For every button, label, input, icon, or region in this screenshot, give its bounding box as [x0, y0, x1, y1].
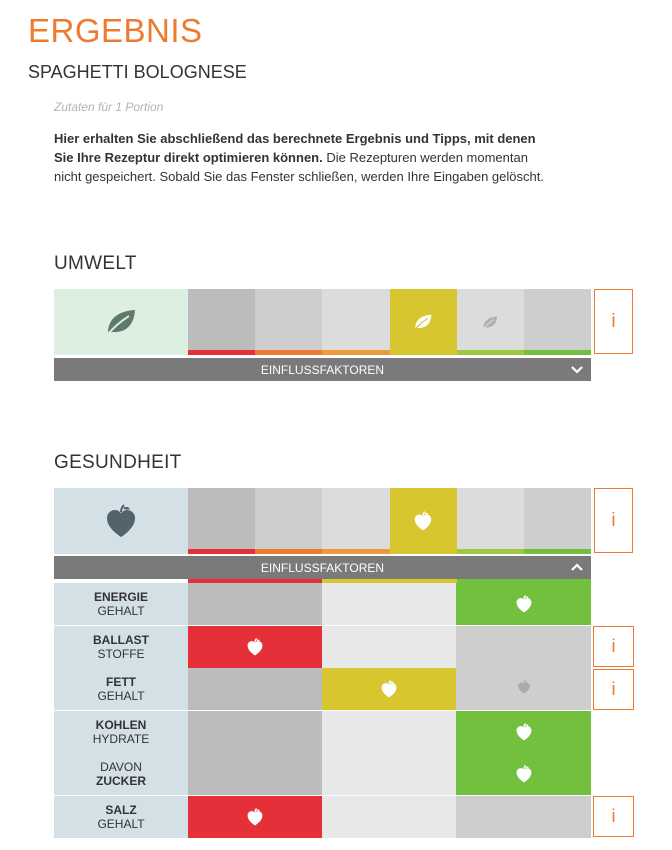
apple-heart-icon [515, 723, 533, 741]
factor-segment-good [456, 796, 591, 838]
apple-heart-icon [515, 765, 533, 783]
gesundheit-level-6 [524, 488, 591, 554]
factor-row [54, 796, 591, 838]
page-title: ERGEBNIS [28, 12, 203, 49]
toggle-label: EINFLUSSFAKTOREN [260, 362, 385, 377]
factor-segment-medium [322, 711, 456, 753]
factor-segment-good [456, 583, 591, 625]
factor-row [54, 668, 591, 710]
factor-row [54, 583, 591, 625]
leaf-icon [412, 313, 434, 331]
umwelt-level-2 [255, 289, 322, 355]
gesundheit-rating-scale [54, 488, 591, 554]
recipe-name: SPAGHETTI BOLOGNESE [28, 62, 247, 82]
section-title-gesundheit: GESUNDHEIT [54, 452, 182, 473]
factor-label-line2: HYDRATE [92, 731, 150, 746]
umwelt-level-5 [457, 289, 524, 355]
factor-label-line1: FETT [106, 675, 136, 689]
factor-segment-bad [188, 626, 322, 668]
factor-segment-bad [188, 796, 322, 838]
apple-heart-icon [380, 680, 398, 698]
intro-bold: Hier erhalten Sie abschließend das berechnete Ergebnis und Tipps, mit denen Sie Ihre Rezeptur direkt optimieren können. [54, 131, 536, 165]
factor-segment-bad [188, 668, 322, 710]
intro-text [54, 129, 544, 186]
factor-segment-medium [322, 668, 456, 710]
factor-segment-medium [322, 626, 456, 668]
umwelt-level-3 [322, 289, 389, 355]
factor-row [54, 711, 591, 753]
factor-segment-medium [322, 583, 456, 625]
factor-label-line2: STOFFE [97, 646, 145, 661]
umwelt-icon-cell [54, 289, 188, 355]
factor-label-line1: SALZ [105, 802, 137, 817]
apple-heart-icon [517, 680, 531, 694]
factor-segment-bad [188, 753, 322, 795]
gesundheit-level-4-selected [390, 488, 457, 554]
factor-segment-good [456, 668, 591, 710]
umwelt-einflussfaktoren-toggle[interactable] [54, 358, 591, 381]
gesundheit-level-2 [255, 488, 322, 554]
umwelt-rating-scale [54, 289, 591, 355]
factor-label [54, 583, 188, 625]
factor-label-line1: BALLAST [93, 632, 149, 647]
apple-heart-icon [246, 638, 264, 656]
factor-label [54, 668, 188, 710]
factor-segment-bad [188, 583, 322, 625]
factor-segment-medium [322, 796, 456, 838]
toggle-label: EINFLUSSFAKTOREN [260, 560, 385, 575]
factor-info-button[interactable]: i [593, 669, 634, 710]
factor-label-line2: GEHALT [97, 816, 145, 831]
chevron-up-icon [571, 559, 583, 575]
factor-row [54, 626, 591, 668]
apple-heart-icon [246, 808, 264, 826]
factor-info-button[interactable]: i [593, 796, 634, 837]
gesundheit-level-3 [322, 488, 389, 554]
factor-segment-bad [188, 711, 322, 753]
factor-label [54, 626, 188, 668]
factor-label-line2: GEHALT [97, 689, 145, 703]
factor-label-line2: ZUCKER [96, 774, 146, 788]
section-title-umwelt: UMWELT [54, 253, 137, 274]
apple-heart-icon [414, 511, 432, 531]
factor-label-line1: DAVON [100, 760, 142, 774]
factor-label-line1: ENERGIE [93, 590, 148, 604]
umwelt-info-button[interactable]: i [594, 289, 633, 354]
leaf-icon [481, 315, 499, 330]
gesundheit-level-5 [457, 488, 524, 554]
gesundheit-einflussfaktoren-toggle[interactable] [54, 556, 591, 579]
factor-row [54, 753, 591, 795]
umwelt-level-1 [188, 289, 255, 355]
factor-segment-good [456, 711, 591, 753]
factor-label-line1: KOHLEN [95, 717, 147, 732]
leaf-icon [104, 307, 138, 337]
factor-label [54, 711, 188, 753]
factor-segment-good [456, 753, 591, 795]
intro-rest: Die Rezepturen werden momentan nicht gespeichert. Sobald Sie das Fenster schließen, werden Ihre Eingaben gelöscht. [54, 150, 544, 184]
gesundheit-info-button[interactable]: i [594, 488, 633, 553]
factor-label-line2: GEHALT [97, 604, 145, 618]
umwelt-level-6 [524, 289, 591, 355]
apple-heart-icon [106, 504, 136, 538]
gesundheit-level-1 [188, 488, 255, 554]
factor-info-button[interactable]: i [593, 626, 634, 667]
factor-label [54, 753, 188, 795]
factor-segment-medium [322, 753, 456, 795]
apple-heart-icon [515, 595, 533, 613]
factor-segment-good [456, 626, 591, 668]
gesundheit-icon-cell [54, 488, 188, 554]
portion-note: Zutaten für 1 Portion [54, 100, 164, 114]
umwelt-level-4-selected [390, 289, 457, 355]
factor-label [54, 796, 188, 838]
chevron-down-icon [571, 362, 583, 378]
